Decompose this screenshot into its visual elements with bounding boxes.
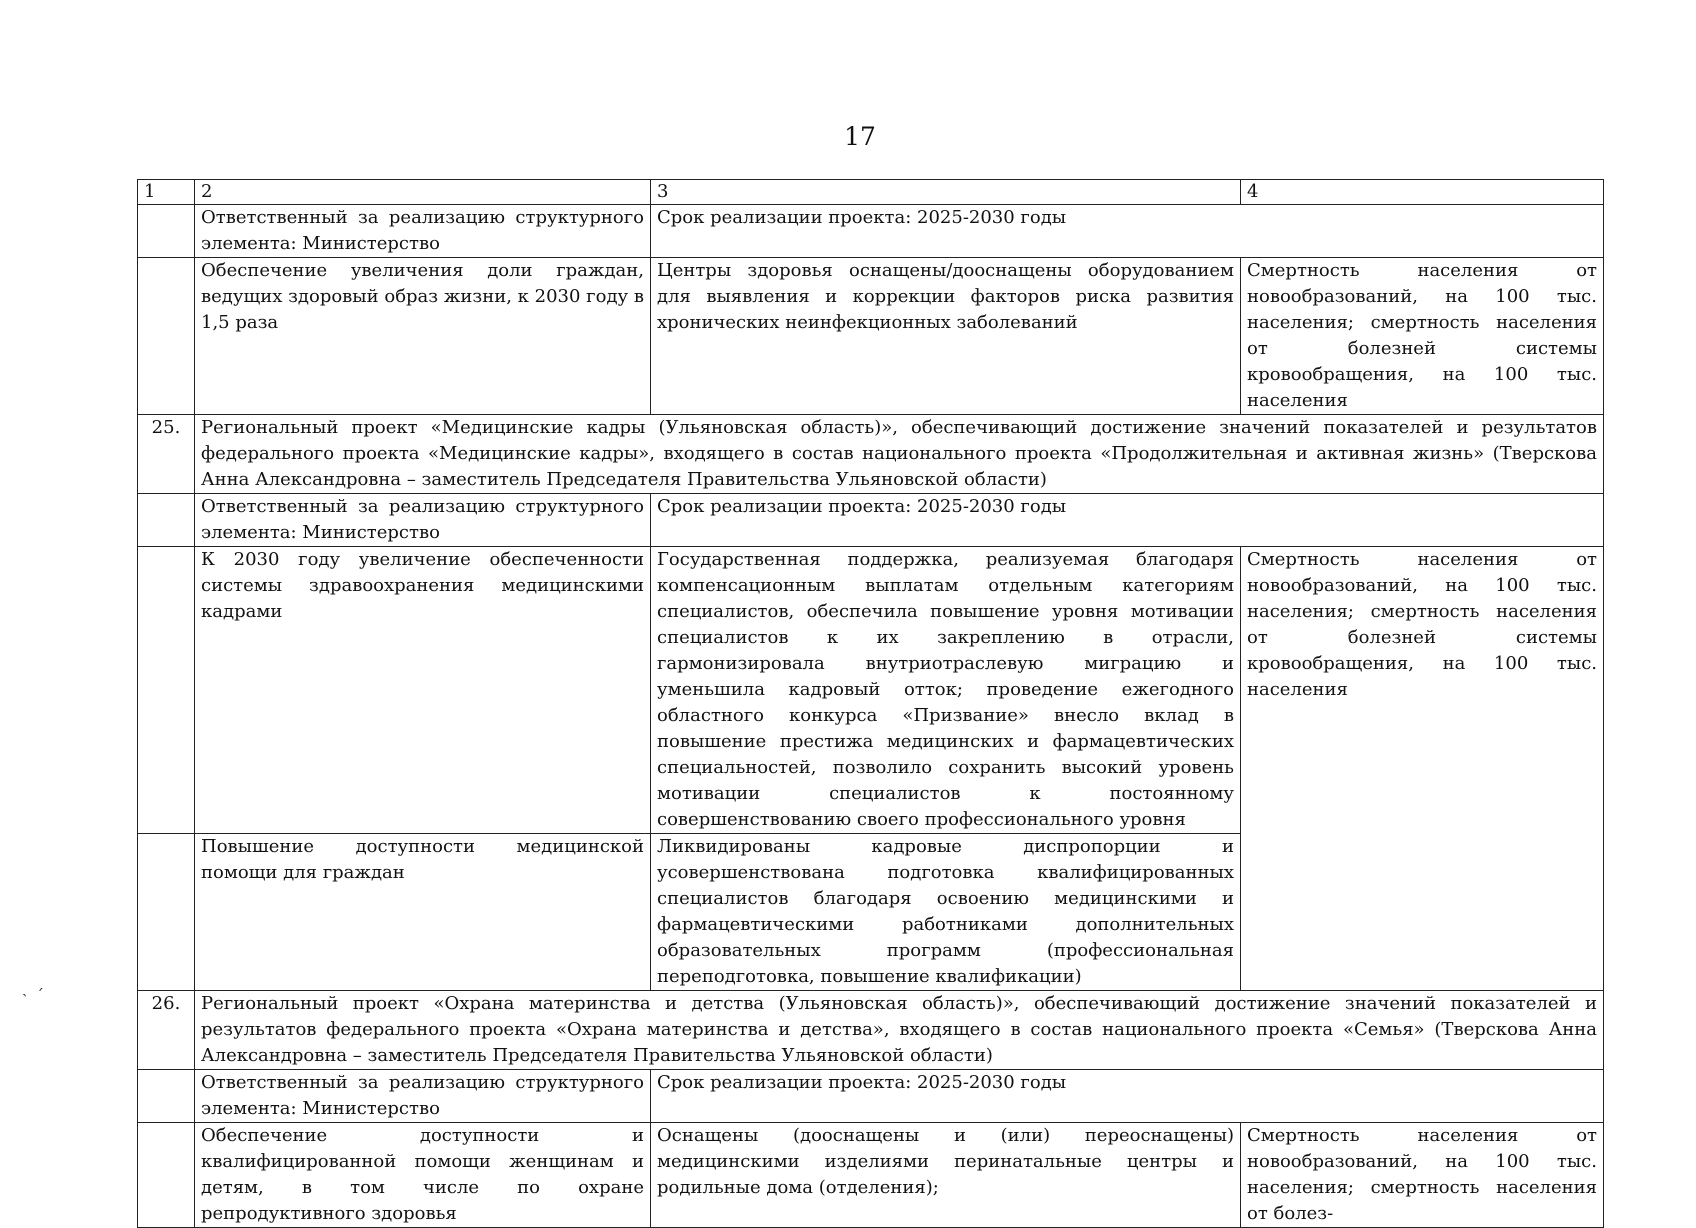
result-cell: Центры здоровья оснащены/дооснащены оборудованием для выявления и коррекции факторов риска развития хронических неинфекционных заболеваний xyxy=(651,258,1241,415)
goal-cell: Обеспечение доступности и квалифицированной помощи женщинам и детям, в том числе по охране репродуктивного здоровья xyxy=(195,1123,651,1228)
indicator-cell: Смертность населения от новообразований, на 100 тыс. населения; смертность населения от болез- xyxy=(1241,1123,1604,1228)
table-row xyxy=(138,415,1604,494)
row-number: 26. xyxy=(138,991,195,1070)
table-row xyxy=(138,991,1604,1070)
scan-mark: ˎ xyxy=(22,978,28,997)
row-number xyxy=(138,547,195,834)
column-header-2: 2 xyxy=(195,180,651,205)
measures-table xyxy=(137,179,1604,1228)
goal-cell: Повышение доступности медицинской помощи для граждан xyxy=(195,834,651,991)
goal-cell: Обеспечение увеличения доли граждан, ведущих здоровый образ жизни, к 2030 году в 1,5 раза xyxy=(195,258,651,415)
row-number xyxy=(138,1070,195,1123)
row-number xyxy=(138,1123,195,1228)
indicator-cell: Смертность населения от новообразований, на 100 тыс. населения; смертность населения от болезней системы кровообращения, на 100 тыс. населения xyxy=(1241,258,1604,415)
indicator-cell: Смертность населения от новообразований, на 100 тыс. населения; смертность населения от болезней системы кровообращения, на 100 тыс. населения xyxy=(1241,547,1604,991)
term-cell: Срок реализации проекта: 2025-2030 годы xyxy=(651,1070,1604,1123)
project-title-cell: Региональный проект «Охрана материнства и детства (Ульяновская область)», обеспечивающий достижение значений показателей и результатов федерального проекта «Охрана материнства и детства», входящего в состав национального проекта «Семья» (Тверскова Анна Александровна – заместитель Председателя Правительства Ульяновской области) xyxy=(195,991,1604,1070)
table-row xyxy=(138,494,1604,547)
column-header-1: 1 xyxy=(138,180,195,205)
goal-cell: К 2030 году увеличение обеспеченности системы здравоохранения медицинскими кадрами xyxy=(195,547,651,834)
term-cell: Срок реализации проекта: 2025-2030 годы xyxy=(651,205,1604,258)
result-cell: Оснащены (дооснащены и (или) переоснащены) медицинскими изделиями перинатальные центры и родильные дома (отделения); xyxy=(651,1123,1241,1228)
responsible-cell: Ответственный за реализацию структурного элемента: Министерство xyxy=(195,1070,651,1123)
table-row xyxy=(138,547,1604,834)
project-title-cell: Региональный проект «Медицинские кадры (Ульяновская область)», обеспечивающий достижение значений показателей и результатов федерального проекта «Медицинские кадры», входящего в состав национального проекта «Продолжительная и активная жизнь» (Тверскова Анна Александровна – заместитель Председателя Правительства Ульяновской области) xyxy=(195,415,1604,494)
table-row xyxy=(138,1070,1604,1123)
responsible-cell: Ответственный за реализацию структурного элемента: Министерство xyxy=(195,494,651,547)
column-header-3: 3 xyxy=(651,180,1241,205)
row-number xyxy=(138,205,195,258)
term-cell: Срок реализации проекта: 2025-2030 годы xyxy=(651,494,1604,547)
table-row xyxy=(138,1123,1604,1228)
page-number: 17 xyxy=(844,122,876,151)
row-number xyxy=(138,834,195,991)
table-header-row xyxy=(138,180,1604,205)
result-cell: Государственная поддержка, реализуемая благодаря компенсационным выплатам отдельным категориям специалистов, обеспечила повышение уровня мотивации специалистов к их закреплению в отрасли, гармонизировала внутриотраслевую миграцию и уменьшила кадровый отток; проведение ежегодного областного конкурса «Призвание» внесло вклад в повышение престижа медицинских и фармацевтических специальностей, позволило сохранить высокий уровень мотивации специалистов к постоянному совершенствованию своего профессионального уровня xyxy=(651,547,1241,834)
row-number xyxy=(138,258,195,415)
row-number: 25. xyxy=(138,415,195,494)
scan-mark: ˊ xyxy=(36,986,44,1005)
responsible-cell: Ответственный за реализацию структурного элемента: Министерство xyxy=(195,205,651,258)
result-cell: Ликвидированы кадровые диспропорции и усовершенствована подготовка квалифицированных специалистов благодаря освоению медицинскими и фармацевтическими работниками дополнительных образовательных программ (профессиональная переподготовка, повышение квалификации) xyxy=(651,834,1241,991)
table-row xyxy=(138,205,1604,258)
row-number xyxy=(138,494,195,547)
column-header-4: 4 xyxy=(1241,180,1604,205)
table-row xyxy=(138,258,1604,415)
